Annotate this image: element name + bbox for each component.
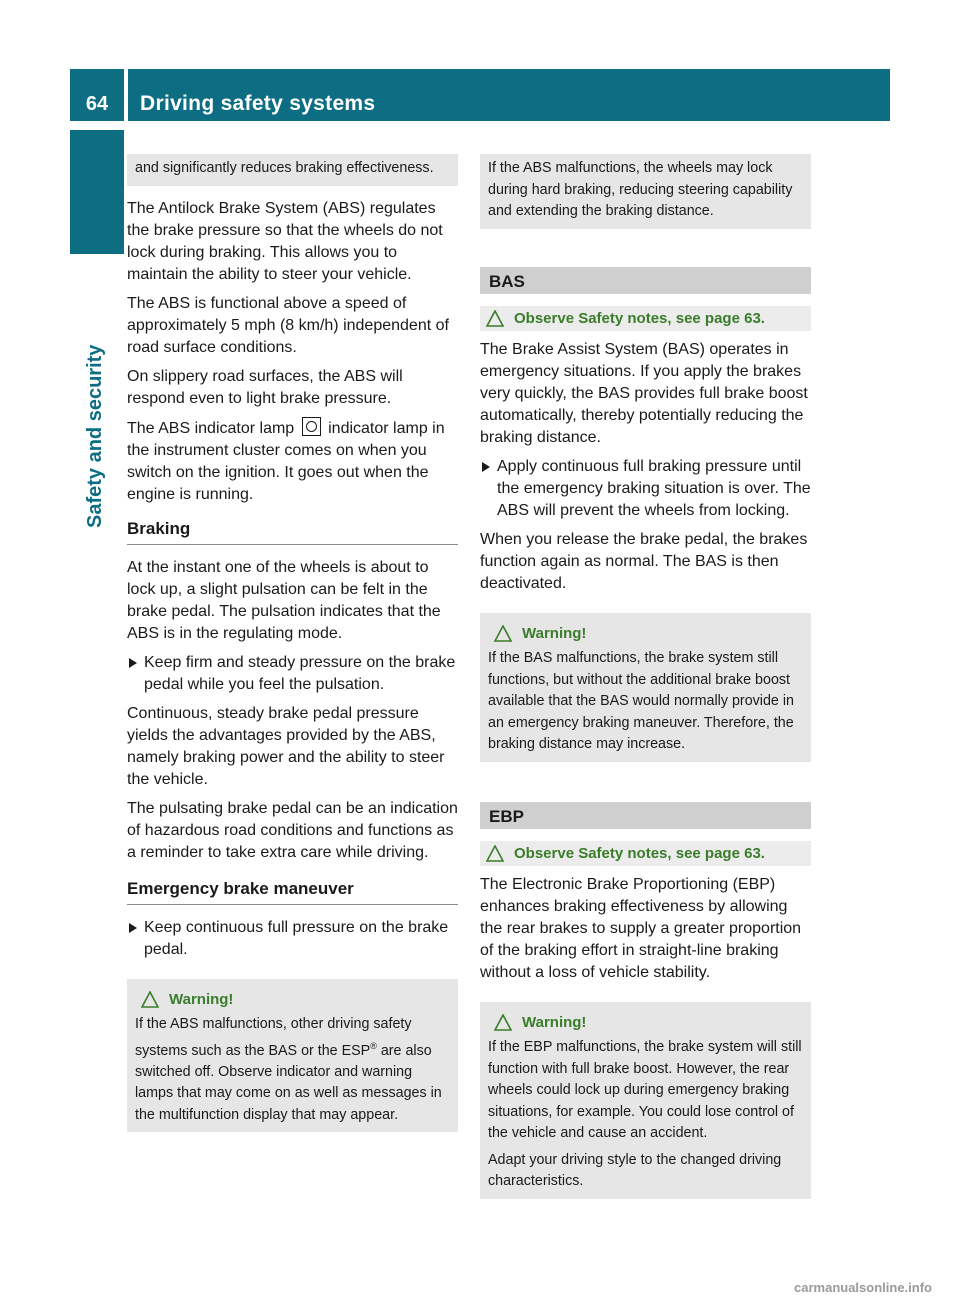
warning-triangle-icon xyxy=(486,310,504,327)
emergency-heading: Emergency brake maneuver xyxy=(127,878,458,905)
bas-warning-title: Warning! xyxy=(522,624,587,642)
abs-malfunction-box xyxy=(480,154,811,229)
bas-section-heading: BAS xyxy=(480,267,811,294)
header-divider xyxy=(124,69,128,121)
abs-lamp-text-b: indicator lamp in the instrument cluster comes on when you switch on the ignition. It goes out when the engine is running. xyxy=(127,419,445,503)
abs-malfunction-text: If the ABS malfunctions, the wheels may lock during hard braking, reducing steering capability and extending the braking distance. xyxy=(488,160,793,219)
ebp-warning-box xyxy=(480,1002,811,1199)
ebp-warning-title: Warning! xyxy=(522,1013,587,1031)
bas-safety-ref xyxy=(480,306,811,331)
step-arrow-icon xyxy=(129,923,137,933)
step-arrow-icon xyxy=(129,658,137,668)
warning-triangle-icon xyxy=(486,845,504,862)
bas-warning-text: If the BAS malfunctions, the brake system still functions, but without the additional brake boost available that the BAS would normally provide in an emergency braking maneuver. Therefore, the braking distance may increase. xyxy=(488,650,794,752)
abs-warning-header xyxy=(141,989,450,1011)
abs-lamp-text-a: The ABS indicator lamp xyxy=(127,419,295,437)
ebp-warning-header xyxy=(494,1012,803,1034)
braking-step xyxy=(127,652,458,696)
braking-heading: Braking xyxy=(127,518,458,545)
warning-triangle-icon xyxy=(494,625,512,642)
braking-paragraph-1: At the instant one of the wheels is about to lock up, a slight pulsation can be felt in the brake pedal. The pulsation indicates that the ABS is in the regulating mode. xyxy=(127,558,441,642)
braking-step-text: Keep firm and steady pressure on the brake pedal while you feel the pulsation. xyxy=(144,653,456,693)
continued-warning-box xyxy=(127,154,458,186)
bas-paragraph-1: The Brake Assist System (BAS) operates in emergency situations. If you apply the brakes very quickly, the BAS provides full brake boost automatically, thereby potentially reducing the braking distance. xyxy=(480,340,808,446)
watermark: carmanualsonline.info xyxy=(794,1280,932,1295)
side-tab-label-text: Safety and security xyxy=(84,344,106,528)
abs-paragraph-1: The Antilock Brake System (ABS) regulates the brake pressure so that the wheels do not lock during braking. This allows you to maintain the ability to steer your vehicle. xyxy=(127,199,443,283)
page-number: 64 xyxy=(85,93,109,115)
abs-paragraph-4 xyxy=(127,417,458,506)
bas-paragraph-2: When you release the brake pedal, the brakes function again as normal. The BAS is then deactivated. xyxy=(480,530,808,592)
step-arrow-icon xyxy=(482,462,490,472)
warning-triangle-icon xyxy=(141,991,159,1008)
ebp-warning-text-2: Adapt your driving style to the changed driving characteristics. xyxy=(488,1151,782,1189)
ebp-section-heading: EBP xyxy=(480,802,811,829)
emergency-step-text: Keep continuous full pressure on the brake pedal. xyxy=(144,918,449,958)
bas-step xyxy=(480,456,811,522)
abs-paragraph-3: On slippery road surfaces, the ABS will respond even to light brake pressure. xyxy=(127,367,403,407)
abs-paragraph-2: The ABS is functional above a speed of approximately 5 mph (8 km/h) independent of road surface conditions. xyxy=(127,294,449,356)
bas-warning-box xyxy=(480,613,811,762)
abs-indicator-icon xyxy=(302,417,321,436)
ebp-warning-text-1: If the EBP malfunctions, the brake system will still function with full brake boost. However, the rear wheels could lock up during emergency braking situations, for example. You could lose control of the vehicle and cause an accident. xyxy=(488,1039,802,1141)
bas-warning-header xyxy=(494,623,803,645)
registered-mark: ® xyxy=(370,1040,377,1051)
abs-warning-text xyxy=(135,1014,450,1126)
ebp-safety-ref xyxy=(480,841,811,866)
warning-triangle-icon xyxy=(494,1014,512,1031)
bas-safety-ref-text[interactable]: Observe Safety notes, see page 63. xyxy=(514,309,765,327)
side-tab-label xyxy=(82,266,108,546)
right-column xyxy=(480,154,811,1211)
abs-warning-title: Warning! xyxy=(169,990,234,1008)
abs-warning-box xyxy=(127,979,458,1133)
chapter-title: Driving safety systems xyxy=(140,92,376,115)
emergency-step xyxy=(127,917,458,961)
ebp-paragraph-1: The Electronic Brake Proportioning (EBP) enhances braking effectiveness by allowing the rear brakes to supply a greater proportion of the braking effort in straight-line braking without a loss of vehicle stability. xyxy=(480,875,802,981)
side-tab xyxy=(70,130,124,254)
continued-warning-text: and significantly reduces braking effectiveness. xyxy=(135,160,434,176)
bas-step-text: Apply continuous full braking pressure until the emergency braking situation is over. The ABS will prevent the wheels from locking. xyxy=(497,457,811,519)
left-column xyxy=(127,154,458,1144)
abs-warning-text-a: If the ABS malfunctions, other driving safety systems such as the BAS or the ESP xyxy=(135,1016,412,1059)
ebp-safety-ref-text[interactable]: Observe Safety notes, see page 63. xyxy=(514,844,765,862)
braking-paragraph-3: The pulsating brake pedal can be an indication of hazardous road conditions and functions as a reminder to take extra care while driving. xyxy=(127,799,458,861)
abs-warning-text-b: are also switched off. Observe indicator and warning lamps that may come on as well as messages in the multifunction display that may appear. xyxy=(135,1042,442,1123)
braking-paragraph-2: Continuous, steady brake pedal pressure yields the advantages provided by the ABS, namely braking power and the ability to steer the vehicle. xyxy=(127,704,445,788)
